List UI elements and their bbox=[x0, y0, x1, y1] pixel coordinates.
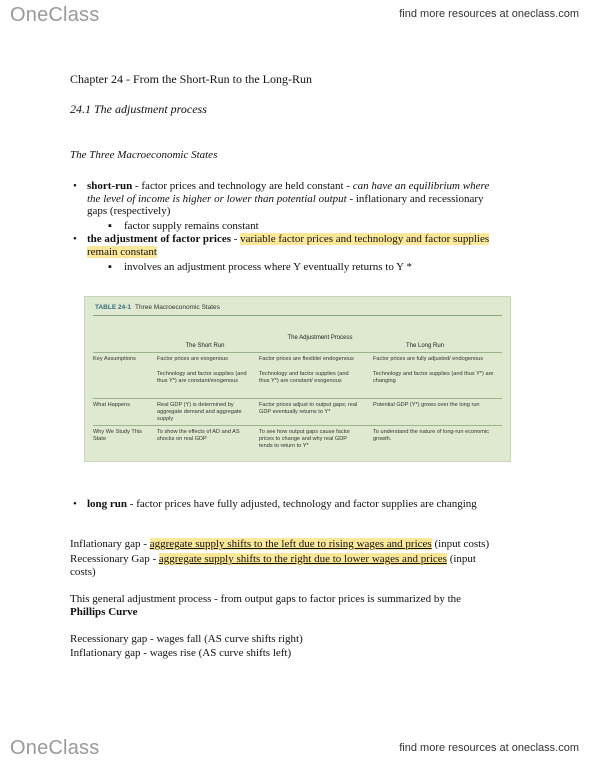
adjustment-highlight-2: remain constant bbox=[87, 245, 157, 258]
bullet-long-run bbox=[73, 498, 557, 511]
col-short-run: The Short Run bbox=[185, 343, 225, 349]
recessionary-rest: (input bbox=[446, 553, 476, 565]
table-cell: Technology and factor supplies (and thus Y*) are constant/exogenous bbox=[157, 371, 247, 384]
row-label: What Happens bbox=[93, 402, 131, 408]
inflationary-label: Inflationary gap - bbox=[70, 538, 150, 550]
adjustment-highlight: variable factor prices and technology and factor supplies bbox=[240, 233, 490, 245]
subsection-title: The Three Macroeconomic States bbox=[70, 149, 218, 161]
table-cell: Real GDP (Y) is determined by aggregate demand and aggregate supply bbox=[157, 402, 242, 422]
table-cell: Factor prices are exogenous bbox=[157, 356, 228, 362]
table-cell: Factor prices adjust to output gaps; real GDP eventually returns to Y* bbox=[259, 402, 358, 415]
short-run-text: - factor prices and technology are held constant - bbox=[132, 180, 353, 192]
bullet-adjustment bbox=[73, 233, 557, 258]
row-label: Key Assumptions bbox=[93, 356, 136, 362]
inflationary-highlight: aggregate supply shifts to the left due to rising wages and prices bbox=[149, 538, 432, 550]
bullet-short-run bbox=[73, 180, 557, 218]
resources-link[interactable]: find more resources at oneclass.com bbox=[399, 8, 579, 20]
col-long-run: The Long Run bbox=[405, 343, 445, 349]
table-cell: To show the effects of AD and AS shocks on real GDP bbox=[157, 429, 240, 442]
inflationary-rest: (input costs) bbox=[431, 538, 490, 550]
bullet-icon: • bbox=[73, 498, 77, 510]
oneclass-logo[interactable]: OneClass bbox=[10, 4, 100, 26]
adjustment-dash: - bbox=[231, 233, 241, 245]
oneclass-logo[interactable]: OneClass bbox=[10, 737, 100, 759]
bullet-icon: • bbox=[73, 233, 77, 245]
phillips-curve: Phillips Curve bbox=[70, 606, 138, 618]
summary-text: This general adjustment process - from output gaps to factor prices is summarized by the bbox=[70, 593, 462, 605]
recessionary-gap-line-2: costs) bbox=[70, 566, 96, 578]
table-rule bbox=[93, 315, 502, 316]
bullet-icon: ▪ bbox=[108, 220, 112, 232]
sub-bullet-text: involves an adjustment process where Y eventually returns to Y * bbox=[124, 261, 412, 273]
table-rule bbox=[93, 425, 502, 426]
short-run-text-2: - inflationary and recessionary bbox=[346, 192, 484, 205]
sub-bullet-text: factor supply remains constant bbox=[124, 220, 259, 232]
sub-bullet-factor-supply bbox=[108, 220, 259, 233]
long-run-term: long run bbox=[87, 498, 128, 510]
table-cell: Technology and factor supplies (and thus Y*) are changing bbox=[373, 371, 494, 384]
sub-bullet-adjustment bbox=[108, 261, 412, 274]
inflationary-wages: Inflationary gap - wages rise (AS curve shifts left) bbox=[70, 647, 292, 659]
inflationary-gap-line bbox=[70, 538, 489, 551]
table-title-rest: Three Macroeconomic States bbox=[135, 304, 220, 311]
table-cell: To understand the nature of long-run economic growth. bbox=[373, 429, 489, 442]
recessionary-highlight: aggregate supply shifts to the right due to lower wages and prices bbox=[158, 553, 447, 565]
recessionary-label: Recessionary Gap - bbox=[70, 553, 159, 565]
bullet-icon: ▪ bbox=[108, 261, 112, 273]
table-cell: Factor prices are fully adjusted/ endogenous bbox=[373, 356, 484, 362]
short-run-term: short-run bbox=[87, 180, 133, 192]
long-run-text: - factor prices have fully adjusted, technology and factor supplies are changing bbox=[127, 498, 477, 510]
bullet-icon: • bbox=[73, 180, 77, 192]
recessionary-gap-line bbox=[70, 553, 476, 566]
row-label: Why We Study This State bbox=[93, 429, 142, 442]
short-run-italic: can have an equilibrium where bbox=[352, 180, 490, 192]
table-rule bbox=[93, 398, 502, 399]
table-cell: Technology and factor supplies (and thus Y*) are constant/ exogenous bbox=[259, 371, 349, 384]
table-title: TABLE 24-1 Three Macroeconomic States bbox=[95, 304, 220, 311]
macro-states-table bbox=[84, 296, 511, 462]
adjustment-term: the adjustment of factor prices bbox=[87, 233, 231, 245]
short-run-italic-2: the level of income is higher or lower than potential output bbox=[87, 192, 347, 205]
table-cell: To see how output gaps cause factor prices to change and why real GDP tends to return to Y* bbox=[259, 429, 351, 449]
resources-link[interactable]: find more resources at oneclass.com bbox=[399, 742, 579, 754]
table-cell: Factor prices are flexible/ endogenous bbox=[259, 356, 354, 362]
short-run-text-3: gaps (respectively) bbox=[87, 205, 171, 217]
recessionary-wages: Recessionary gap - wages fall (AS curve shifts right) bbox=[70, 633, 303, 645]
col-adjustment: The Adjustment Process bbox=[287, 335, 353, 341]
table-rule bbox=[93, 352, 502, 353]
table-cell: Potential GDP (Y*) grows over the long run bbox=[373, 402, 480, 408]
section-title: 24.1 The adjustment process bbox=[70, 102, 207, 116]
chapter-title: Chapter 24 - From the Short-Run to the Long-Run bbox=[70, 72, 312, 86]
